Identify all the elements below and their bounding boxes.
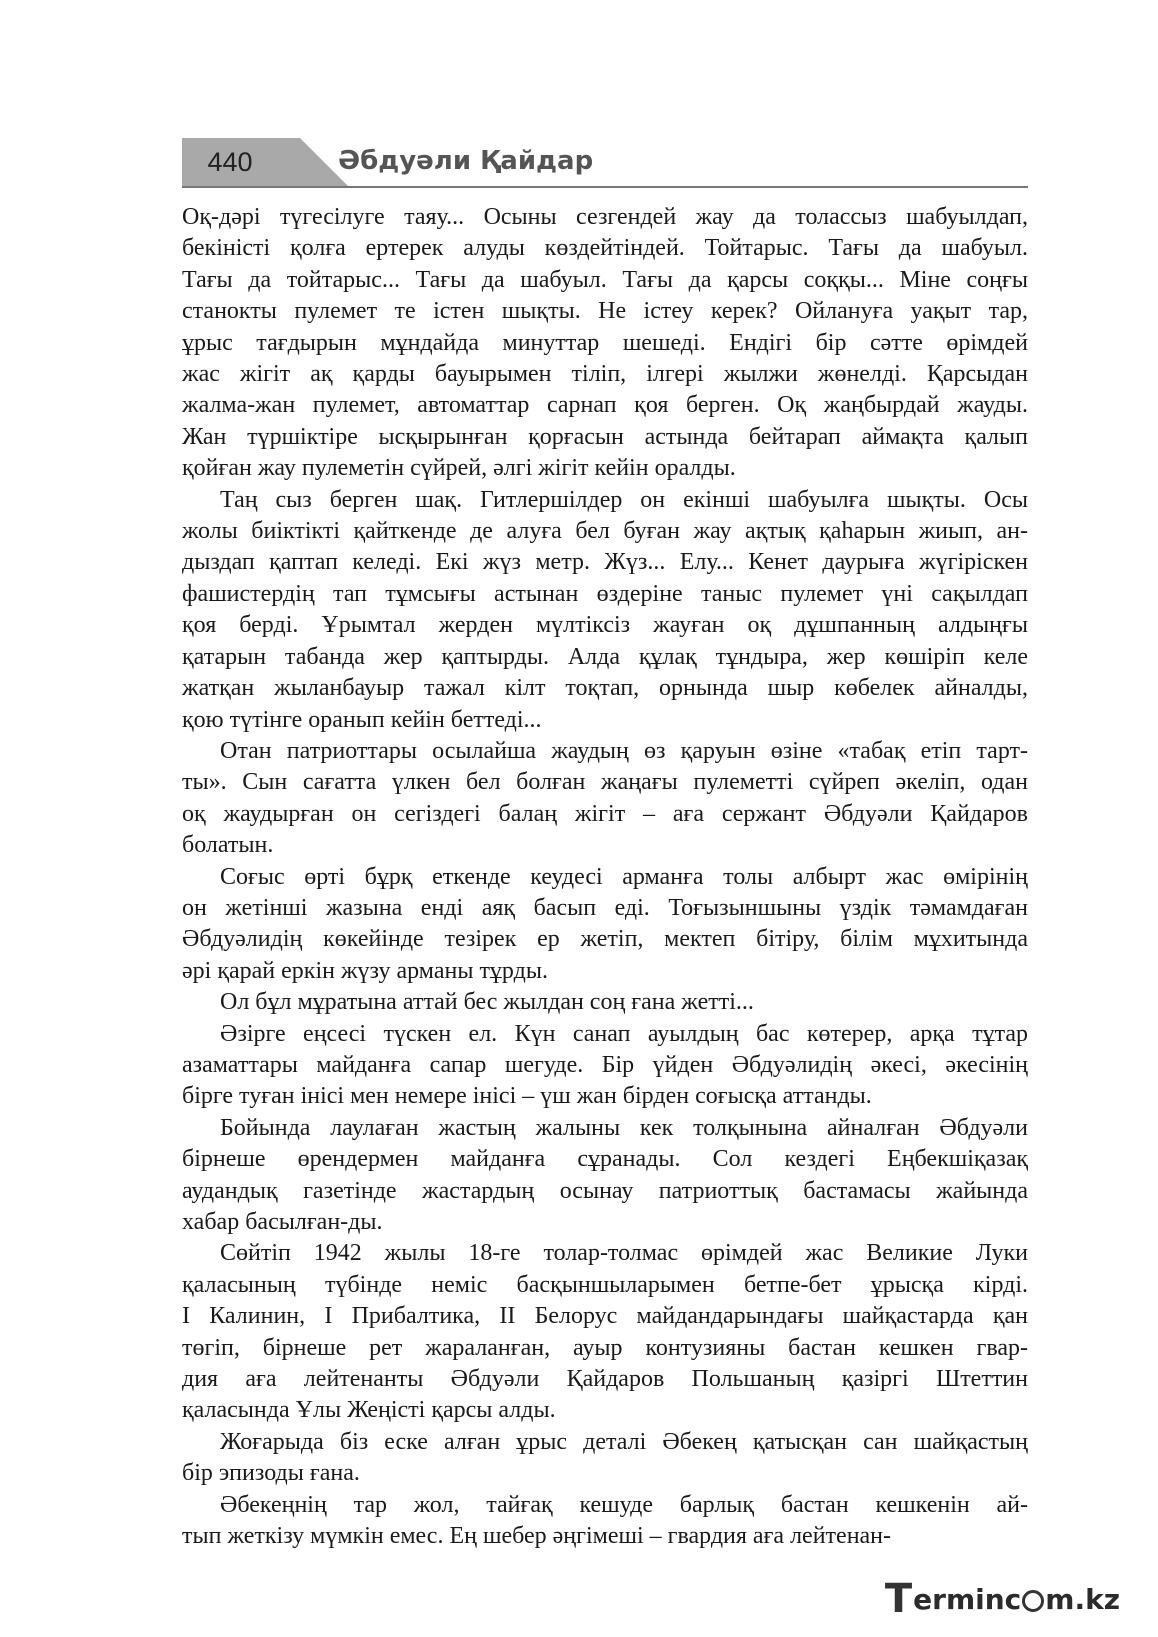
text-line: ты». Сын сағатта үлкен бел болған жаңағы пулеметті сүйреп әкеліп, одан xyxy=(182,769,1028,796)
text-line: әрі қарай еркін жүзу арманы тұрды. xyxy=(182,957,548,984)
text-line: тып жеткізу мүмкін емес. Ең шебер әңгімеші – гвардия аға лейтенан- xyxy=(182,1523,892,1550)
text-line: Ол бұл мұратына аттай бес жылдан соң ғана жетті... xyxy=(220,989,754,1016)
header-rule xyxy=(182,186,1028,188)
magnifier-icon xyxy=(1022,1590,1044,1612)
text-line: он жетінші жазына енді аяқ басып еді. Тоғызыншыны үздік тәмамдаған xyxy=(182,894,1028,921)
text-line: ұрыс тағдырын мұндайда минуттар шешеді. Ендігі бір сәтте өрімдей xyxy=(182,329,1028,356)
text-line: бекіністі қолға ертерек алуды көздейтіндей. Тойтарыс. Тағы да шабуыл. xyxy=(182,235,1028,262)
text-line: станокты пулемет те істен шықты. Не істеу керек? Ойлануға уақыт тар, xyxy=(182,298,1028,325)
text-line: қаласының түбінде неміс басқыншыларымен бетпе-бет ұрысқа кірді. xyxy=(182,1271,1028,1298)
text-line: қойған жау пулеметін сүйрей, әлгі жігіт кейін оралды. xyxy=(182,455,736,482)
site-watermark xyxy=(885,1577,1120,1621)
text-line: болатын. xyxy=(182,832,274,859)
text-line: оқ жаудырған он сегіздегі балаң жігіт – аға сержант Әбдуәли Қайдаров xyxy=(182,800,1028,827)
text-line: Жан түршіктіре ысқырынған қорғасын астында бейтарап аймақта қалып xyxy=(182,423,1028,450)
text-line: Соғыс өрті бұрқ еткенде кеудесі арманға толы албырт жас өмірінің xyxy=(220,863,1028,890)
watermark-text-a: erminc xyxy=(913,1582,1022,1616)
text-line: Таң сыз берген шақ. Гитлершілдер он екінші шабуылға шықты. Осы xyxy=(220,486,1028,513)
text-line: хабар басылған-ды. xyxy=(182,1209,383,1235)
page-header xyxy=(182,138,1028,188)
text-line: I Калинин, I Прибалтика, II Белорус майдандарындағы шайқастарда қан xyxy=(182,1303,1028,1330)
text-line: Әзірге еңсесі түскен ел. Күн санап ауылдың бас көтерер, арқа тұтар xyxy=(220,1020,1028,1047)
text-line: Оқ-дәрі түгесілуге таяу... Осыны сезгендей жау да толассыз шабуылдап, xyxy=(182,204,1028,230)
text-line: жас жігіт ақ қарды бауырымен тіліп, ілгері жылжи жөнелді. Қарсыдан xyxy=(182,361,1028,388)
paragraph xyxy=(182,862,1028,988)
body-text xyxy=(182,202,1028,1552)
text-line: қаласында Ұлы Жеңісті қарсы алды. xyxy=(182,1397,556,1424)
text-line: бірге туған інісі мен немере інісі – үш жан бірден соғысқа аттанды. xyxy=(182,1083,872,1110)
paragraph xyxy=(182,987,1028,1018)
paragraph xyxy=(182,1427,1028,1490)
text-line: Әбекеңнің тар жол, тайғақ кешуде барлық бастан кешкенін ай- xyxy=(220,1491,1028,1518)
paragraph xyxy=(182,202,1028,485)
text-line: аудандық газетінде жастардың осынау патриоттық бастамасы жайында xyxy=(182,1177,1028,1204)
text-line: Бойында лаулаған жастың жалыны кек толқынына айналған Әбдуәли xyxy=(220,1114,1028,1141)
watermark-logo-t: T xyxy=(884,1576,913,1622)
text-line: бірнеше өрендермен майданға сұранады. Сол кездегі Еңбекшіқазақ xyxy=(182,1146,1028,1173)
text-line: Отан патриоттары осылайша жаудың өз қаруын өзіне «табақ етіп тарт- xyxy=(220,737,1028,764)
text-line: қатарын табанда жер қаптырды. Алда құлақ тұндыра, жер көшіріп келе xyxy=(182,643,1028,670)
paragraph xyxy=(182,1019,1028,1113)
text-line: Сөйтіп 1942 жылы 18-ге толар-толмас өрімдей жас Великие Луки xyxy=(220,1240,1028,1267)
text-line: Жоғарыда біз еске алған ұрыс деталі Әбекең қатысқан сан шайқастың xyxy=(220,1428,1028,1455)
text-line: төгіп, бірнеше рет жараланған, ауыр контузияны бастан кешкен гвар- xyxy=(182,1334,1028,1361)
text-line: жолы биіктікті қайткенде де алуға бел буған жау ақтық қаһарын жиып, ан- xyxy=(182,518,1028,545)
page-number: 440 xyxy=(207,147,253,177)
paragraph xyxy=(182,1238,1028,1426)
text-line: Тағы да тойтарыс... Тағы да шабуыл. Тағы да қарсы соққы... Міне соңғы xyxy=(182,266,1028,293)
paragraph xyxy=(182,1490,1028,1553)
paragraph xyxy=(182,736,1028,862)
running-title: Әбдуәли Қайдар xyxy=(338,146,594,176)
text-line: қоя берді. Ұрымтал жерден мүлтіксіз жауған оқ дұшпанның алдыңғы xyxy=(182,612,1028,639)
paragraph xyxy=(182,1113,1028,1239)
text-line: бір эпизоды ғана. xyxy=(182,1460,360,1487)
text-line: Әбдуәлидің көкейінде тезірек ер жетіп, мектеп бітіру, білім мұхитында xyxy=(182,926,1028,953)
text-line: жатқан жыланбауыр тажал кілт тоқтап, орнында шыр көбелек айналды, xyxy=(182,675,1028,702)
text-line: фашистердің тап тұмсығы астынан өздеріне таныс пулемет үні сақылдап xyxy=(182,580,1028,607)
text-line: дия аға лейтенанты Әбдуәли Қайдаров Польшаның қазіргі Штеттин xyxy=(182,1366,1028,1393)
text-line: қою түтінге оранып кейін беттеді... xyxy=(182,706,542,733)
text-line: дыздап қаптап келеді. Екі жүз метр. Жүз... Елу... Кенет даурыға жүгіріскен xyxy=(182,549,1028,576)
paragraph xyxy=(182,485,1028,736)
text-line: азаматтары майданға сапар шегуде. Бір үйден Әбдуәлидің әкесі, әкесінің xyxy=(182,1051,1028,1078)
watermark-text-b: m.kz xyxy=(1045,1582,1120,1616)
text-line: жалма-жан пулемет, автоматтар сарнап қоя берген. Оқ жаңбырдай жауды. xyxy=(182,392,1028,419)
